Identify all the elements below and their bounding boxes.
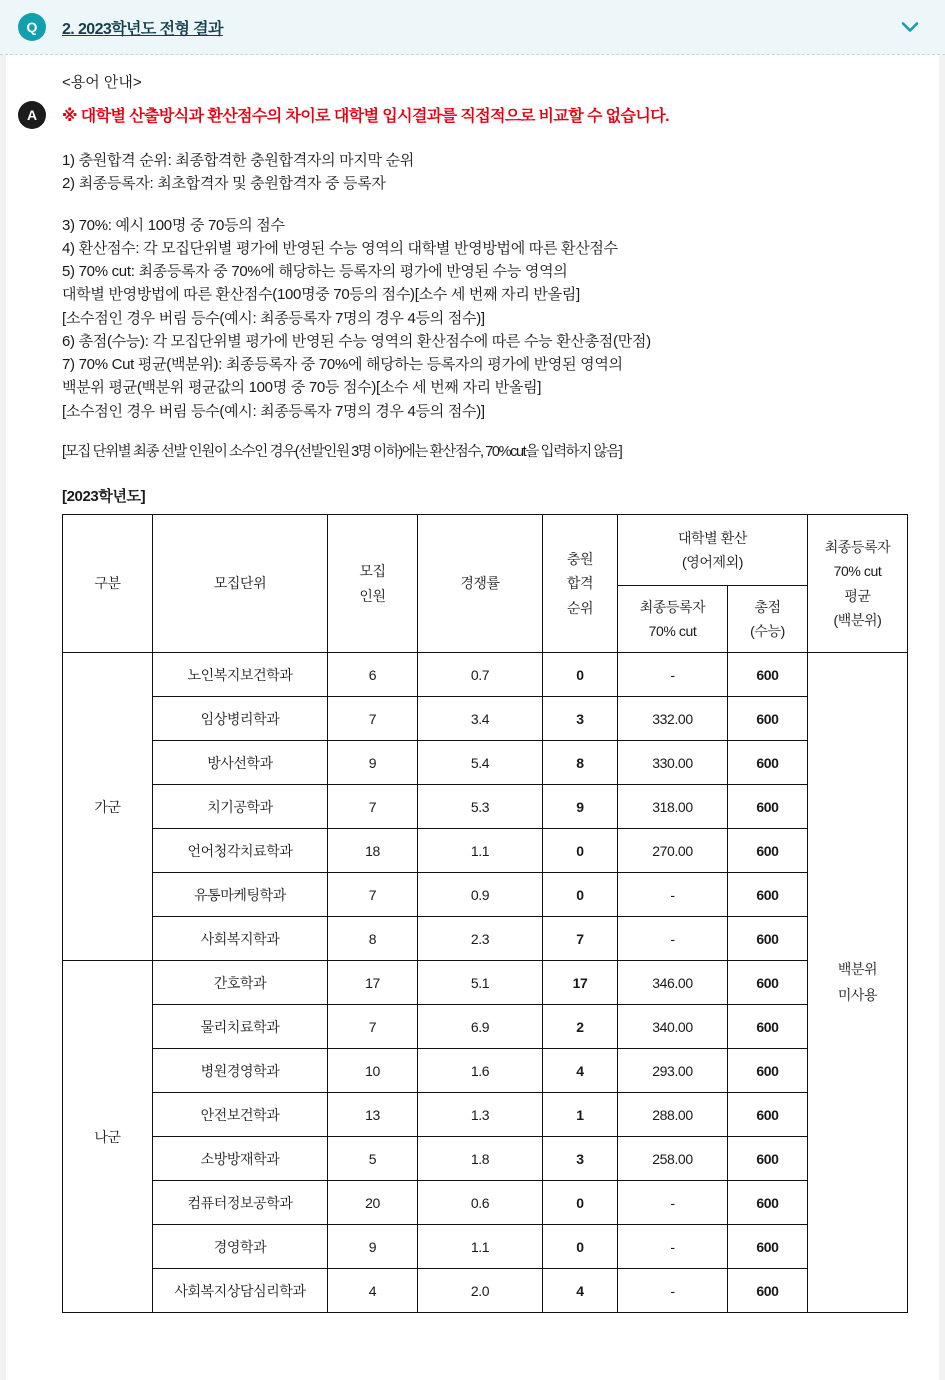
cell-cut: 288.00 (618, 1093, 728, 1137)
cell-cut: - (618, 1269, 728, 1313)
cell-capacity: 10 (328, 1049, 418, 1093)
cell-rank: 0 (543, 653, 618, 697)
cell-capacity: 9 (328, 1225, 418, 1269)
cell-ratio: 2.3 (418, 917, 543, 961)
col-header-average-line2: 70% cut (833, 563, 882, 580)
cell-total: 600 (728, 917, 808, 961)
table-row (63, 1181, 908, 1225)
question-badge: Q (18, 13, 46, 41)
row-group-label: 가군 (63, 653, 153, 961)
terms-heading: <용어 안내> (62, 74, 142, 91)
cell-cut: - (618, 653, 728, 697)
col-header-conversion-line1: 대학별 환산 (677, 529, 748, 546)
cell-unit: 물리치료학과 (153, 1005, 328, 1049)
term-line-5: 5) 70% cut: 최종등록자 중 70%에 해당하는 등록자의 평가에 반영된 수능 영역의 (62, 263, 568, 280)
term-line-5c: [소수점인 경우 버림 등수(예시: 최종등록자 7명의 경우 4등의 점수)] (62, 309, 485, 327)
col-header-capacity-line1: 모집 (359, 563, 386, 580)
table-row (63, 1225, 908, 1269)
table-row (63, 1137, 908, 1181)
cell-rank: 3 (543, 697, 618, 741)
cell-cut: 340.00 (618, 1005, 728, 1049)
cell-capacity: 6 (328, 653, 418, 697)
cell-ratio: 0.6 (418, 1181, 543, 1225)
cell-ratio: 5.3 (418, 785, 543, 829)
table-row (63, 1269, 908, 1313)
cell-ratio: 1.8 (418, 1137, 543, 1181)
cell-total: 600 (728, 1137, 808, 1181)
cell-rank: 8 (543, 741, 618, 785)
col-header-ratio: 경쟁률 (418, 515, 543, 653)
chevron-down-icon[interactable] (897, 14, 923, 40)
cell-cut: 332.00 (618, 697, 728, 741)
cell-unit: 안전보건학과 (153, 1093, 328, 1137)
cell-cut: 258.00 (618, 1137, 728, 1181)
cell-capacity: 9 (328, 741, 418, 785)
term-line-5b: 대학별 반영방법에 따른 환산점수(100명중 70등의 점수)[소수 세 번째 자리 반올림] (62, 286, 580, 304)
col-header-conv-final-line2: 70% cut (648, 623, 697, 640)
page-title[interactable]: 2. 2023학년도 전형 결과 (62, 20, 223, 38)
cell-capacity: 7 (328, 697, 418, 741)
cell-ratio: 1.1 (418, 1225, 543, 1269)
cell-ratio: 0.7 (418, 653, 543, 697)
col-header-rank (543, 515, 618, 653)
year-label: [2023학년도] (62, 488, 146, 506)
table-row (63, 1093, 908, 1137)
table-body (63, 653, 908, 1313)
term-line-3: 3) 70%: 예시 100명 중 70등의 점수 (62, 216, 285, 234)
row-group-label: 나군 (63, 961, 153, 1313)
cell-cut: 330.00 (618, 741, 728, 785)
term-line-2: 2) 최종등록자: 최초합격자 및 충원합격자 중 등록자 (62, 175, 386, 193)
col-header-rank-line3: 순위 (566, 599, 594, 616)
table-row (63, 1005, 908, 1049)
cell-ratio: 2.0 (418, 1269, 543, 1313)
col-header-conv-total (728, 586, 808, 653)
table-row (63, 961, 908, 1005)
cell-cut: - (618, 1181, 728, 1225)
table-row (63, 1049, 908, 1093)
cell-total: 600 (728, 961, 808, 1005)
cell-rank: 4 (543, 1049, 618, 1093)
col-header-capacity (328, 515, 418, 653)
cell-unit: 치기공학과 (153, 785, 328, 829)
accordion-body (0, 55, 945, 1313)
cell-rank: 4 (543, 1269, 618, 1313)
answer-content (62, 71, 915, 1313)
cell-rank: 9 (543, 785, 618, 829)
cell-total: 600 (728, 653, 808, 697)
cell-cut: - (618, 1225, 728, 1269)
cell-unit: 사회복지학과 (153, 917, 328, 961)
cell-unit: 사회복지상담심리학과 (153, 1269, 328, 1313)
cell-cut: 293.00 (618, 1049, 728, 1093)
table-row (63, 697, 908, 741)
spacer-2 (62, 423, 915, 441)
col-header-conversion-group (618, 515, 808, 586)
cell-unit: 유통마케팅학과 (153, 873, 328, 917)
table-row (63, 873, 908, 917)
col-header-capacity-line2: 인원 (359, 587, 386, 604)
cell-total: 600 (728, 829, 808, 873)
col-header-gubun: 구분 (63, 515, 153, 653)
cell-unit: 경영학과 (153, 1225, 328, 1269)
cell-total: 600 (728, 1269, 808, 1313)
cell-cut: 318.00 (618, 785, 728, 829)
cell-capacity: 5 (328, 1137, 418, 1181)
cell-capacity: 7 (328, 873, 418, 917)
col-header-unit: 모집단위 (153, 515, 328, 653)
col-header-rank-line1: 충원 (566, 550, 594, 567)
cell-total: 600 (728, 1005, 808, 1049)
spacer-1 (62, 196, 915, 214)
cell-capacity: 7 (328, 785, 418, 829)
table-row (63, 741, 908, 785)
col-header-average-line1: 최종등록자 (824, 538, 891, 555)
cell-capacity: 20 (328, 1181, 418, 1225)
cell-total: 600 (728, 697, 808, 741)
cell-capacity: 4 (328, 1269, 418, 1313)
small-note: [모집 단위별 최종 선발 인원이 소수인 경우(선발인원 3명 이하)에는 환산점수, 70%cut을 입력하지 않음] (62, 443, 622, 460)
table-head (63, 515, 908, 653)
cell-ratio: 6.9 (418, 1005, 543, 1049)
cell-unit: 임상병리학과 (153, 697, 328, 741)
cell-total: 600 (728, 1093, 808, 1137)
col-header-average-line3: 평균 (844, 587, 871, 604)
cell-unit: 언어청각치료학과 (153, 829, 328, 873)
cell-unit: 방사선학과 (153, 741, 328, 785)
cell-cut: 346.00 (618, 961, 728, 1005)
cell-unit: 소방방재학과 (153, 1137, 328, 1181)
admission-results-table (62, 514, 908, 1313)
cell-rank: 3 (543, 1137, 618, 1181)
table-row (63, 653, 908, 697)
cell-ratio: 3.4 (418, 697, 543, 741)
cell-cut: - (618, 917, 728, 961)
cell-rank: 7 (543, 917, 618, 961)
cell-rank: 0 (543, 873, 618, 917)
cell-unit: 노인복지보건학과 (153, 653, 328, 697)
table-row (63, 785, 908, 829)
cell-rank: 0 (543, 1181, 618, 1225)
cell-total: 600 (728, 1225, 808, 1269)
accordion-header[interactable] (0, 0, 945, 55)
cell-cut: - (618, 873, 728, 917)
cell-total: 600 (728, 785, 808, 829)
cell-percentile-note: 백분위 미사용 (808, 653, 908, 1313)
spacer-3 (62, 463, 915, 475)
cell-rank: 1 (543, 1093, 618, 1137)
cell-unit: 컴퓨터정보공학과 (153, 1181, 328, 1225)
cell-rank: 2 (543, 1005, 618, 1049)
table-row (63, 829, 908, 873)
term-line-6: 6) 총점(수능): 각 모집단위별 평가에 반영된 수능 영역의 환산점수에 따른 수능 환산총점(만점) (62, 332, 651, 350)
cell-rank: 0 (543, 1225, 618, 1269)
cell-total: 600 (728, 741, 808, 785)
cell-unit: 병원경영학과 (153, 1049, 328, 1093)
cell-capacity: 13 (328, 1093, 418, 1137)
cell-capacity: 17 (328, 961, 418, 1005)
col-header-conv-total-line2: (수능) (750, 623, 785, 640)
table-row (63, 917, 908, 961)
term-line-7b: 백분위 평균(백분위 평균값의 100명 중 70등 점수)[소수 세 번째 자리 반올림] (62, 379, 542, 397)
cell-total: 600 (728, 1049, 808, 1093)
cell-rank: 17 (543, 961, 618, 1005)
answer-badge-wrapper (18, 101, 46, 129)
cell-total: 600 (728, 873, 808, 917)
col-header-average-line4: (백분위) (833, 612, 882, 629)
cell-ratio: 1.1 (418, 829, 543, 873)
cell-ratio: 0.9 (418, 873, 543, 917)
cell-rank: 0 (543, 829, 618, 873)
cell-ratio: 1.6 (418, 1049, 543, 1093)
cell-unit: 간호학과 (153, 961, 328, 1005)
term-line-4: 4) 환산점수: 각 모집단위별 평가에 반영된 수능 영역의 대학별 반영방법에 따른 환산점수 (62, 239, 618, 257)
col-header-conv-final-line1: 최종등록자 (639, 598, 706, 615)
cell-capacity: 8 (328, 917, 418, 961)
col-header-conv-final (618, 586, 728, 653)
cell-ratio: 1.3 (418, 1093, 543, 1137)
table-header-row-1 (63, 515, 908, 586)
answer-badge: A (18, 101, 46, 129)
col-header-conversion-line2: (영어제외) (681, 554, 744, 571)
cell-ratio: 5.4 (418, 741, 543, 785)
cell-total: 600 (728, 1181, 808, 1225)
col-header-rank-line2: 합격 (566, 575, 594, 592)
cell-ratio: 5.1 (418, 961, 543, 1005)
cell-capacity: 18 (328, 829, 418, 873)
col-header-conv-total-line1: 총점 (754, 598, 781, 615)
col-header-average (808, 515, 908, 653)
term-line-7: 7) 70% Cut 평균(백분위): 최종등록자 중 70%에 해당하는 등록자의 평가에 반영된 영역의 (62, 356, 623, 373)
cell-capacity: 7 (328, 1005, 418, 1049)
term-line-1: 1) 충원합격 순위: 최종합격한 충원합격자의 마지막 순위 (62, 152, 414, 169)
comparison-notice: ※ 대학별 산출방식과 환산점수의 차이로 대학별 입시결과를 직접적으로 비교할 수 없습니다. (62, 108, 669, 125)
term-line-7c: [소수점인 경우 버림 등수(예시: 최종등록자 7명의 경우 4등의 점수)] (62, 402, 485, 420)
cell-cut: 270.00 (618, 829, 728, 873)
